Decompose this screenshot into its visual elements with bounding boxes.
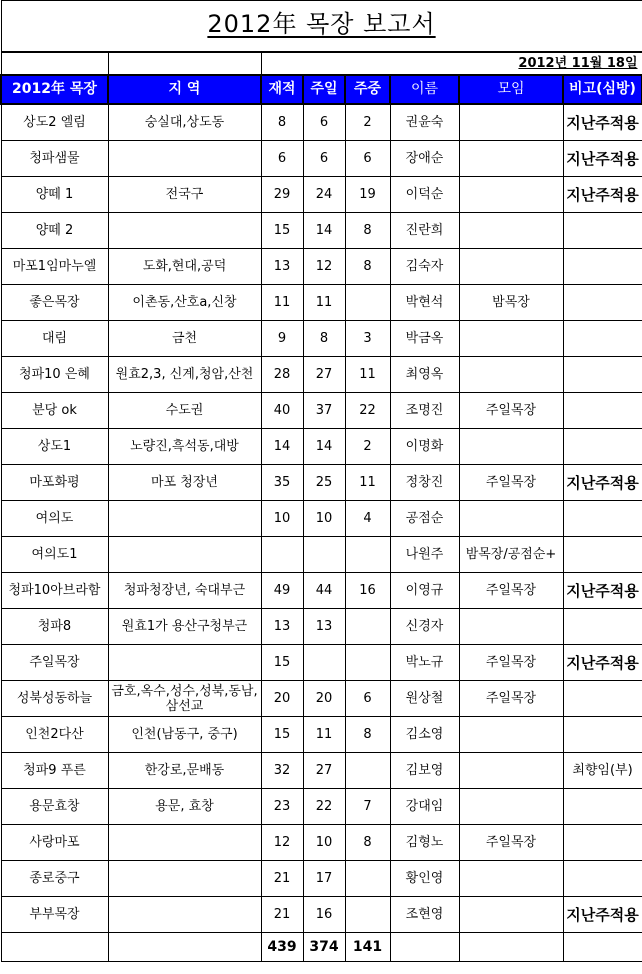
table-row <box>1 393 642 429</box>
group-cell: 청파10아브라함 <box>1 573 108 609</box>
page-title <box>1 1 642 53</box>
name-cell: 이영규 <box>390 573 459 609</box>
meeting-cell: 주일목장 <box>459 681 563 717</box>
sunday-cell: 27 <box>303 753 345 789</box>
note-cell <box>563 609 642 645</box>
name-cell: 장애순 <box>390 141 459 177</box>
region-cell: 숭실대,상도동 <box>108 104 261 141</box>
note-cell <box>563 213 642 249</box>
sunday-cell: 37 <box>303 393 345 429</box>
region-cell: 청파청장년, 숙대부근 <box>108 573 261 609</box>
registered-cell: 10 <box>261 501 303 537</box>
name-cell: 김숙자 <box>390 249 459 285</box>
name-cell: 정창진 <box>390 465 459 501</box>
sunday-cell <box>303 537 345 573</box>
group-cell: 상도1 <box>1 429 108 465</box>
registered-cell: 15 <box>261 645 303 681</box>
midweek-cell: 6 <box>345 141 390 177</box>
blank-cell <box>1 52 108 75</box>
table-row <box>1 789 642 825</box>
group-cell: 청파샘물 <box>1 141 108 177</box>
registered-cell: 6 <box>261 141 303 177</box>
table-row <box>1 681 642 717</box>
table-row <box>1 177 642 213</box>
note-cell <box>563 357 642 393</box>
midweek-cell: 11 <box>345 465 390 501</box>
midweek-cell <box>345 897 390 933</box>
table-row <box>1 717 642 753</box>
table-row <box>1 429 642 465</box>
midweek-cell <box>345 609 390 645</box>
midweek-cell: 8 <box>345 249 390 285</box>
meeting-cell <box>459 753 563 789</box>
total-cell: 439 <box>261 933 303 962</box>
group-cell: 양떼 1 <box>1 177 108 213</box>
region-cell: 인천(남동구, 중구) <box>108 717 261 753</box>
name-cell: 신경자 <box>390 609 459 645</box>
meeting-cell <box>459 249 563 285</box>
note-cell <box>563 717 642 753</box>
sunday-cell: 10 <box>303 825 345 861</box>
table-row <box>1 249 642 285</box>
name-cell: 김보영 <box>390 753 459 789</box>
note-cell <box>563 537 642 573</box>
region-cell: 수도권 <box>108 393 261 429</box>
sunday-cell: 13 <box>303 609 345 645</box>
name-cell: 나원주 <box>390 537 459 573</box>
note-cell: 지난주적용 <box>563 645 642 681</box>
note-cell: 지난주적용 <box>563 141 642 177</box>
table-row <box>1 501 642 537</box>
group-cell: 용문효창 <box>1 789 108 825</box>
region-cell: 원효1가 용산구청부근 <box>108 609 261 645</box>
note-cell: 지난주적용 <box>563 573 642 609</box>
midweek-cell <box>345 753 390 789</box>
note-cell <box>563 429 642 465</box>
region-cell: 전국구 <box>108 177 261 213</box>
meeting-cell <box>459 141 563 177</box>
meeting-cell <box>459 104 563 141</box>
name-cell: 황인영 <box>390 861 459 897</box>
meeting-cell <box>459 177 563 213</box>
header-cell-sunday: 주일 <box>303 75 345 104</box>
registered-cell: 35 <box>261 465 303 501</box>
header-cell-meeting: 모임 <box>459 75 563 104</box>
table-row <box>1 357 642 393</box>
note-cell <box>563 681 642 717</box>
region-cell: 노량진,흑석동,대방 <box>108 429 261 465</box>
name-cell: 이명화 <box>390 429 459 465</box>
sunday-cell: 11 <box>303 285 345 321</box>
sunday-cell: 8 <box>303 321 345 357</box>
blank-cell <box>390 933 459 962</box>
registered-cell: 23 <box>261 789 303 825</box>
meeting-cell <box>459 861 563 897</box>
registered-cell: 49 <box>261 573 303 609</box>
header-cell-registered: 재적 <box>261 75 303 104</box>
registered-cell: 21 <box>261 897 303 933</box>
blank-cell <box>563 933 642 962</box>
table-row <box>1 753 642 789</box>
midweek-cell <box>345 645 390 681</box>
midweek-cell: 3 <box>345 321 390 357</box>
group-cell: 청파9 푸른 <box>1 753 108 789</box>
registered-cell: 13 <box>261 249 303 285</box>
group-cell: 종로중구 <box>1 861 108 897</box>
sunday-cell: 14 <box>303 429 345 465</box>
sunday-cell: 12 <box>303 249 345 285</box>
header-cell-midweek: 주중 <box>345 75 390 104</box>
report-date: 2012년 11월 18일 <box>261 52 642 75</box>
note-cell <box>563 789 642 825</box>
midweek-cell: 2 <box>345 429 390 465</box>
table-row <box>1 141 642 177</box>
midweek-cell: 2 <box>345 104 390 141</box>
name-cell: 조현영 <box>390 897 459 933</box>
meeting-cell: 주일목장 <box>459 825 563 861</box>
registered-cell: 15 <box>261 717 303 753</box>
registered-cell: 9 <box>261 321 303 357</box>
sunday-cell: 6 <box>303 104 345 141</box>
sunday-cell: 11 <box>303 717 345 753</box>
table-row <box>1 465 642 501</box>
group-cell: 대림 <box>1 321 108 357</box>
region-cell: 한강로,문배동 <box>108 753 261 789</box>
region-cell: 도화,현대,공덕 <box>108 249 261 285</box>
registered-cell: 32 <box>261 753 303 789</box>
note-cell <box>563 861 642 897</box>
header-cell-group: 2012年 목장 <box>1 75 108 104</box>
registered-cell: 12 <box>261 825 303 861</box>
meeting-cell <box>459 609 563 645</box>
name-cell: 박금옥 <box>390 321 459 357</box>
table-row <box>1 104 642 141</box>
region-cell: 이촌동,산호a,신창 <box>108 285 261 321</box>
group-cell: 양떼 2 <box>1 213 108 249</box>
name-cell: 김소영 <box>390 717 459 753</box>
note-cell <box>563 825 642 861</box>
group-cell: 여의도 <box>1 501 108 537</box>
header-row <box>1 75 642 104</box>
midweek-cell: 19 <box>345 177 390 213</box>
registered-cell: 11 <box>261 285 303 321</box>
group-cell: 청파10 은혜 <box>1 357 108 393</box>
region-cell <box>108 897 261 933</box>
region-cell: 마포 청장년 <box>108 465 261 501</box>
midweek-cell: 22 <box>345 393 390 429</box>
note-cell: 지난주적용 <box>563 177 642 213</box>
sunday-cell: 14 <box>303 213 345 249</box>
meeting-cell: 밤목장 <box>459 285 563 321</box>
registered-cell: 14 <box>261 429 303 465</box>
note-cell <box>563 321 642 357</box>
midweek-cell <box>345 285 390 321</box>
sunday-cell: 44 <box>303 573 345 609</box>
sunday-cell: 22 <box>303 789 345 825</box>
note-cell: 지난주적용 <box>563 104 642 141</box>
note-cell <box>563 501 642 537</box>
registered-cell: 40 <box>261 393 303 429</box>
region-cell <box>108 861 261 897</box>
sunday-cell: 25 <box>303 465 345 501</box>
region-cell: 금천 <box>108 321 261 357</box>
midweek-cell <box>345 537 390 573</box>
region-cell: 금호,옥수,성수,성북,동남,삼선교 <box>108 681 261 717</box>
region-cell <box>108 645 261 681</box>
blank-cell <box>459 933 563 962</box>
region-cell <box>108 213 261 249</box>
group-cell: 인천2다산 <box>1 717 108 753</box>
registered-cell: 13 <box>261 609 303 645</box>
header-cell-name: 이름 <box>390 75 459 104</box>
table-row <box>1 609 642 645</box>
sunday-cell <box>303 645 345 681</box>
registered-cell: 21 <box>261 861 303 897</box>
table-row <box>1 537 642 573</box>
meeting-cell: 밤목장/공점순+ <box>459 537 563 573</box>
total-cell: 141 <box>345 933 390 962</box>
group-cell: 좋은목장 <box>1 285 108 321</box>
blank-cell <box>108 933 261 962</box>
sunday-cell: 6 <box>303 141 345 177</box>
meeting-cell: 주일목장 <box>459 573 563 609</box>
group-cell: 주일목장 <box>1 645 108 681</box>
registered-cell: 8 <box>261 104 303 141</box>
name-cell: 권윤숙 <box>390 104 459 141</box>
note-cell <box>563 393 642 429</box>
sunday-cell: 17 <box>303 861 345 897</box>
registered-cell: 29 <box>261 177 303 213</box>
midweek-cell: 16 <box>345 573 390 609</box>
midweek-cell: 8 <box>345 213 390 249</box>
table-row <box>1 645 642 681</box>
region-cell: 원효2,3, 신계,청암,산천 <box>108 357 261 393</box>
group-cell: 성북성동하늘 <box>1 681 108 717</box>
midweek-cell: 4 <box>345 501 390 537</box>
name-cell: 원상철 <box>390 681 459 717</box>
sunday-cell: 16 <box>303 897 345 933</box>
table-row <box>1 573 642 609</box>
name-cell: 진란희 <box>390 213 459 249</box>
midweek-cell: 8 <box>345 825 390 861</box>
totals-row <box>1 933 642 962</box>
meeting-cell <box>459 213 563 249</box>
region-cell: 용문, 효창 <box>108 789 261 825</box>
sunday-cell: 27 <box>303 357 345 393</box>
report-title: 2012年 목장 보고서 <box>207 9 436 38</box>
group-cell: 여의도1 <box>1 537 108 573</box>
note-cell <box>563 285 642 321</box>
name-cell: 최영옥 <box>390 357 459 393</box>
group-cell: 분당 ok <box>1 393 108 429</box>
table-row <box>1 321 642 357</box>
registered-cell: 28 <box>261 357 303 393</box>
table-row <box>1 285 642 321</box>
sunday-cell: 20 <box>303 681 345 717</box>
total-cell: 374 <box>303 933 345 962</box>
table-row <box>1 213 642 249</box>
blank-cell <box>108 52 261 75</box>
midweek-cell: 8 <box>345 717 390 753</box>
sunday-cell: 10 <box>303 501 345 537</box>
name-cell: 김형노 <box>390 825 459 861</box>
meeting-cell <box>459 321 563 357</box>
name-cell: 공점순 <box>390 501 459 537</box>
note-cell <box>563 249 642 285</box>
group-cell: 청파8 <box>1 609 108 645</box>
sunday-cell: 24 <box>303 177 345 213</box>
name-cell: 이덕순 <box>390 177 459 213</box>
meeting-cell <box>459 717 563 753</box>
note-cell: 지난주적용 <box>563 465 642 501</box>
name-cell: 박현석 <box>390 285 459 321</box>
region-cell <box>108 501 261 537</box>
blank-cell <box>1 933 108 962</box>
table-row <box>1 861 642 897</box>
note-cell: 최향임(부) <box>563 753 642 789</box>
midweek-cell: 7 <box>345 789 390 825</box>
midweek-cell <box>345 861 390 897</box>
region-cell <box>108 825 261 861</box>
region-cell <box>108 141 261 177</box>
region-cell <box>108 537 261 573</box>
group-cell: 마포1임마누엘 <box>1 249 108 285</box>
meeting-cell: 주일목장 <box>459 645 563 681</box>
midweek-cell: 6 <box>345 681 390 717</box>
group-cell: 상도2 엘림 <box>1 104 108 141</box>
registered-cell: 20 <box>261 681 303 717</box>
group-cell: 마포화평 <box>1 465 108 501</box>
meeting-cell <box>459 429 563 465</box>
meeting-cell <box>459 789 563 825</box>
group-cell: 사랑마포 <box>1 825 108 861</box>
meeting-cell <box>459 897 563 933</box>
registered-cell <box>261 537 303 573</box>
name-cell: 조명진 <box>390 393 459 429</box>
header-cell-note: 비고(심방) <box>563 75 642 104</box>
table-row <box>1 825 642 861</box>
meeting-cell: 주일목장 <box>459 465 563 501</box>
group-cell: 부부목장 <box>1 897 108 933</box>
header-cell-region: 지 역 <box>108 75 261 104</box>
name-cell: 박노규 <box>390 645 459 681</box>
meeting-cell: 주일목장 <box>459 393 563 429</box>
table-row <box>1 897 642 933</box>
meeting-cell <box>459 357 563 393</box>
registered-cell: 15 <box>261 213 303 249</box>
meeting-cell <box>459 501 563 537</box>
note-cell: 지난주적용 <box>563 897 642 933</box>
midweek-cell: 11 <box>345 357 390 393</box>
name-cell: 강대임 <box>390 789 459 825</box>
